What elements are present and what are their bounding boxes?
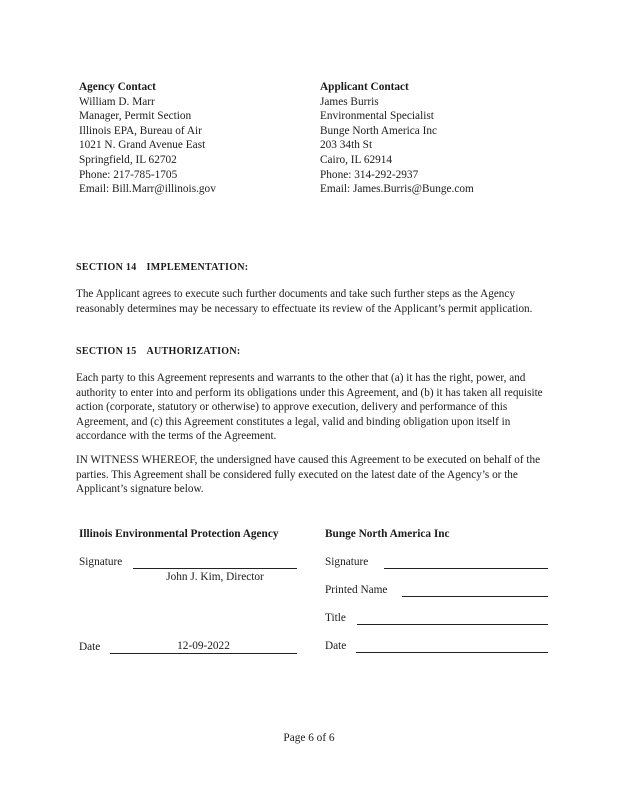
agency-contact-organization: Illinois EPA, Bureau of Air [79,124,202,137]
applicant-contact-phone: Phone: 314-292-2937 [320,168,419,181]
applicant-date-label: Date [325,640,347,652]
agency-date-line[interactable] [110,653,297,654]
applicant-contact-position: Environmental Specialist [320,110,434,123]
applicant-contact-email: Email: James.Burris@Bunge.com [320,183,474,196]
witness-text: IN WITNESS WHEREOF, the undersigned have caused this Agreement to be executed on behalf of the parties. This Agreement shall be considered fully executed on the latest date of the Agency’s or the Applicant’s signature below. [76,454,541,496]
agency-signature-label: Signature [79,556,123,568]
agency-contact-phone: Phone: 217-785-1705 [79,168,178,181]
applicant-title-label: Title [325,612,346,624]
agency-contact-email: Email: Bill.Marr@illinois.gov [79,183,216,196]
agency-contact [79,80,319,197]
agency-contact-name: William D. Marr [79,95,155,108]
applicant-contact-city: Cairo, IL 62914 [320,153,393,166]
section-15-title: AUTHORIZATION: [146,346,241,357]
agency-contact-street: 1021 N. Grand Avenue East [79,139,206,152]
section-14-heading [76,262,248,273]
applicant-contact-title: Applicant Contact [320,81,409,93]
applicant-printed-name-line[interactable] [402,596,548,597]
applicant-contact-street: 203 34th St [320,139,373,152]
agency-contact-city: Springfield, IL 62702 [79,153,177,166]
agency-date-value: 12-09-2022 [177,640,230,652]
agency-contact-position: Manager, Permit Section [79,110,192,123]
applicant-contact-name: James Burris [320,95,379,108]
applicant-contact [320,80,560,197]
applicant-date-line[interactable] [356,652,548,653]
section-15-heading [76,346,241,357]
agency-signature-title: Illinois Environmental Protection Agency [79,528,279,540]
agency-signature-line[interactable] [133,568,297,569]
agency-contact-title: Agency Contact [79,81,156,93]
section-14-title: IMPLEMENTATION: [146,262,249,273]
applicant-signature-title: Bunge North America Inc [325,528,450,540]
page-number: Page 6 of 6 [283,732,335,744]
applicant-title-line[interactable] [357,624,548,625]
agency-signer-name: John J. Kim, Director [166,571,264,583]
applicant-contact-organization: Bunge North America Inc [320,124,438,137]
section-15-number: SECTION 15 [76,346,137,357]
applicant-signature-line[interactable] [384,568,548,569]
agency-date-label: Date [79,641,101,653]
applicant-printed-name-label: Printed Name [325,584,388,596]
section-14-text: The Applicant agrees to execute such further documents and take such further steps as the Agency reasonably determines may be necessary to effectuate its review of the Applicant’s permit application. [76,288,533,315]
section-14-number: SECTION 14 [76,262,137,273]
applicant-signature-label: Signature [325,556,369,568]
section-15-text: Each party to this Agreement represents and warrants to the other that (a) it has the right, power, and authority to enter into and perform its obligations under this Agreement, and (b) it has taken all requisite action (corporate, statutory or otherwise) to approve execution, delivery and performance of this Agreement, and (c) this Agreement constitutes a legal, valid and binding obligation upon itself in accordance with the terms of the Agreement. [76,372,543,443]
